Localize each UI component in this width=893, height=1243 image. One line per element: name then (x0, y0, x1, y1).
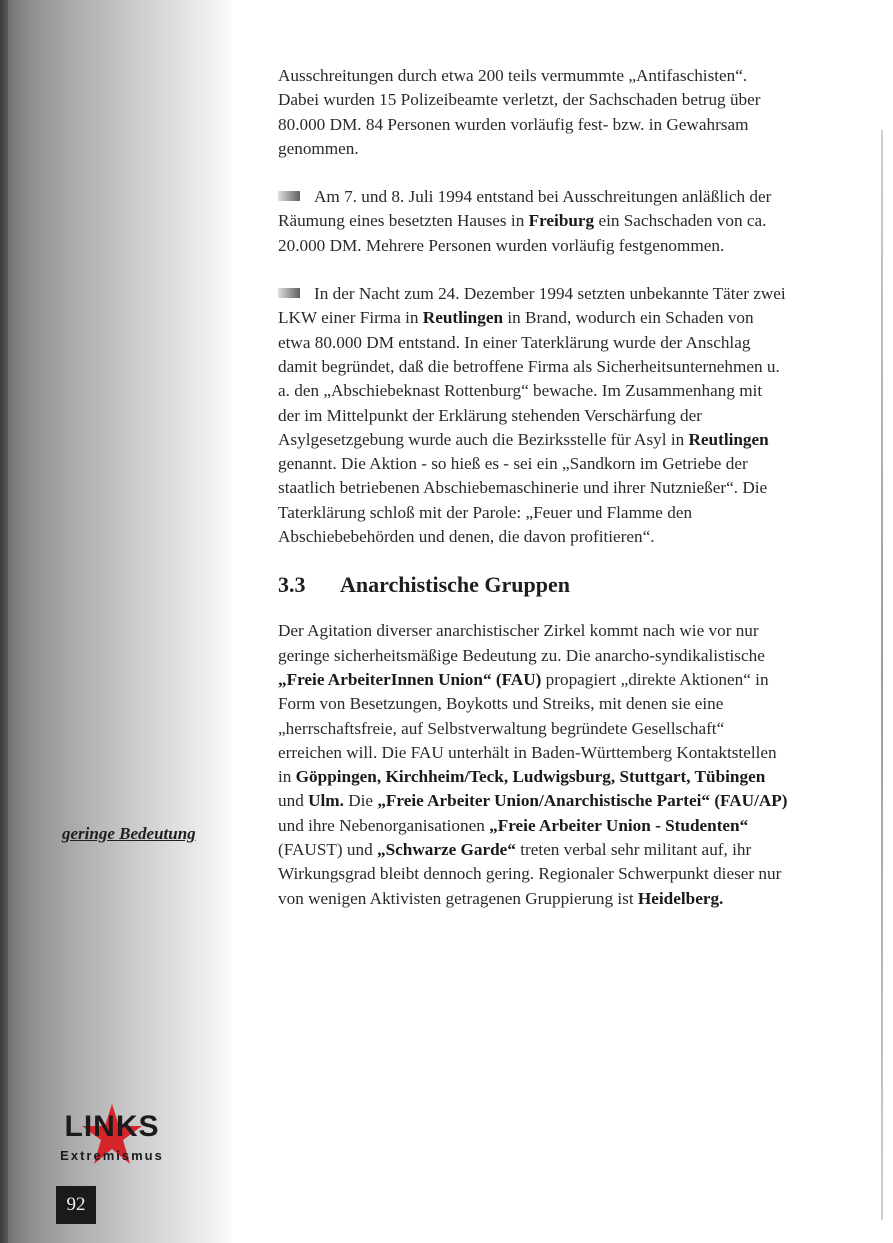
main-text-column (278, 64, 788, 911)
place-heidelberg: Heidelberg. (637, 888, 724, 908)
org-fau: „Freie ArbeiterInnen Union“ (FAU) (278, 669, 542, 689)
paragraph-3: In der Nacht zum 24. Dezember 1994 setzten unbekannte Täter zwei LKW einer Firma in Reutlingen in Brand, wodurch ein Schaden von etwa 80.000 DM entstand. In einer Taterklärung wurde der Anschlag damit begründet, daß die betroffene Firma als Sicherheitsunternehmen u. a. den „Abschiebeknast Rottenburg“ bewache. Im Zusammenhang mit der im Mittelpunkt der Erklärung stehenden Verschärfung der Asylgesetzgebung wurde auch die Bezirksstelle für Asyl in Reutlingen genannt. Die Aktion - so hieß es - sei ein „Sandkorn im Getriebe der staatlich betriebenen Abschiebemaschinerie und ihrer Nutznießer“. Die Taterklärung schloß mit der Parole: „Feuer und Flamme den Abschiebebehörden und denen, die davon profitieren“. (278, 284, 786, 547)
logo-sub-text: Extremismus (60, 1148, 164, 1163)
org-faust: „Freie Arbeiter Union - Studenten“ (489, 815, 749, 835)
place-ulm: Ulm. (308, 791, 344, 811)
bullet-icon (278, 191, 300, 201)
paragraph-4: Der Agitation diverser anarchistischer Zirkel kommt nach wie vor nur geringe sicherheitsmäßige Bedeutung zu. Die anarcho-syndikalistische „Freie ArbeiterInnen Union“ (FAU) propagiert „direkte Aktionen“ in Form von Besetzungen, Boykotts und Streiks, mit denen sie eine „herrschaftsfreie, auf Selbstverwaltung begründete Gesellschaft“ erreichen will. Die FAU unterhält in Baden-Württemberg Kontaktstellen in Göppingen, Kirchheim/Teck, Ludwigsburg, Stuttgart, Tübingen und Ulm. Die „Freie Arbeiter Union/Anarchistische Partei“ (FAU/AP) und ihre Nebenorganisationen „Freie Arbeiter Union - Studenten“ (FAUST) und „Schwarze Garde“ treten verbal sehr militant auf, ihr Wirkungsgrad bleibt dennoch gering. Regionaler Schwerpunkt dieser nur von wenigen Aktivisten getragenen Gruppierung ist Heidelberg. (278, 621, 788, 908)
section-number: 3.3 (278, 572, 306, 598)
links-extremismus-logo (52, 1104, 172, 1174)
org-schwarze-garde: „Schwarze Garde“ (377, 840, 516, 860)
paragraph-1: Ausschreitungen durch etwa 200 teils vermummte „Antifaschisten“. Dabei wurden 15 Polizeibeamte verletzt, der Sachschaden betrug über 80.000 DM. 84 Personen wurden vorläufig fest- bzw. in Gewahrsam genommen. (278, 66, 761, 158)
page-right-edge (881, 130, 883, 1220)
section-heading (278, 571, 788, 599)
fau-locations: Göppingen, Kirchheim/Teck, Ludwigsburg, Stuttgart, Tübingen (295, 767, 766, 787)
margin-sidebar (0, 0, 232, 1243)
page-number: 92 (56, 1186, 96, 1224)
logo-main-text: LINKS (64, 1110, 160, 1143)
place-freiburg: Freiburg (528, 211, 595, 231)
org-fau-ap: „Freie Arbeiter Union/Anarchistische Partei“ (FAU/AP) (377, 791, 788, 811)
margin-note: geringe Bedeutung (62, 824, 196, 843)
section-title: Anarchistische Gruppen (340, 572, 571, 598)
paragraph-2: Am 7. und 8. Juli 1994 entstand bei Ausschreitungen anläßlich der Räumung eines besetzten Hauses in Freiburg ein Sachschaden von ca. 20.000 DM. Mehrere Personen wurden vorläufig festgenommen. (278, 187, 772, 255)
page-binding-edge (0, 0, 8, 1243)
place-reutlingen: Reutlingen (422, 308, 504, 328)
place-reutlingen: Reutlingen (688, 429, 769, 449)
bullet-icon (278, 288, 300, 298)
